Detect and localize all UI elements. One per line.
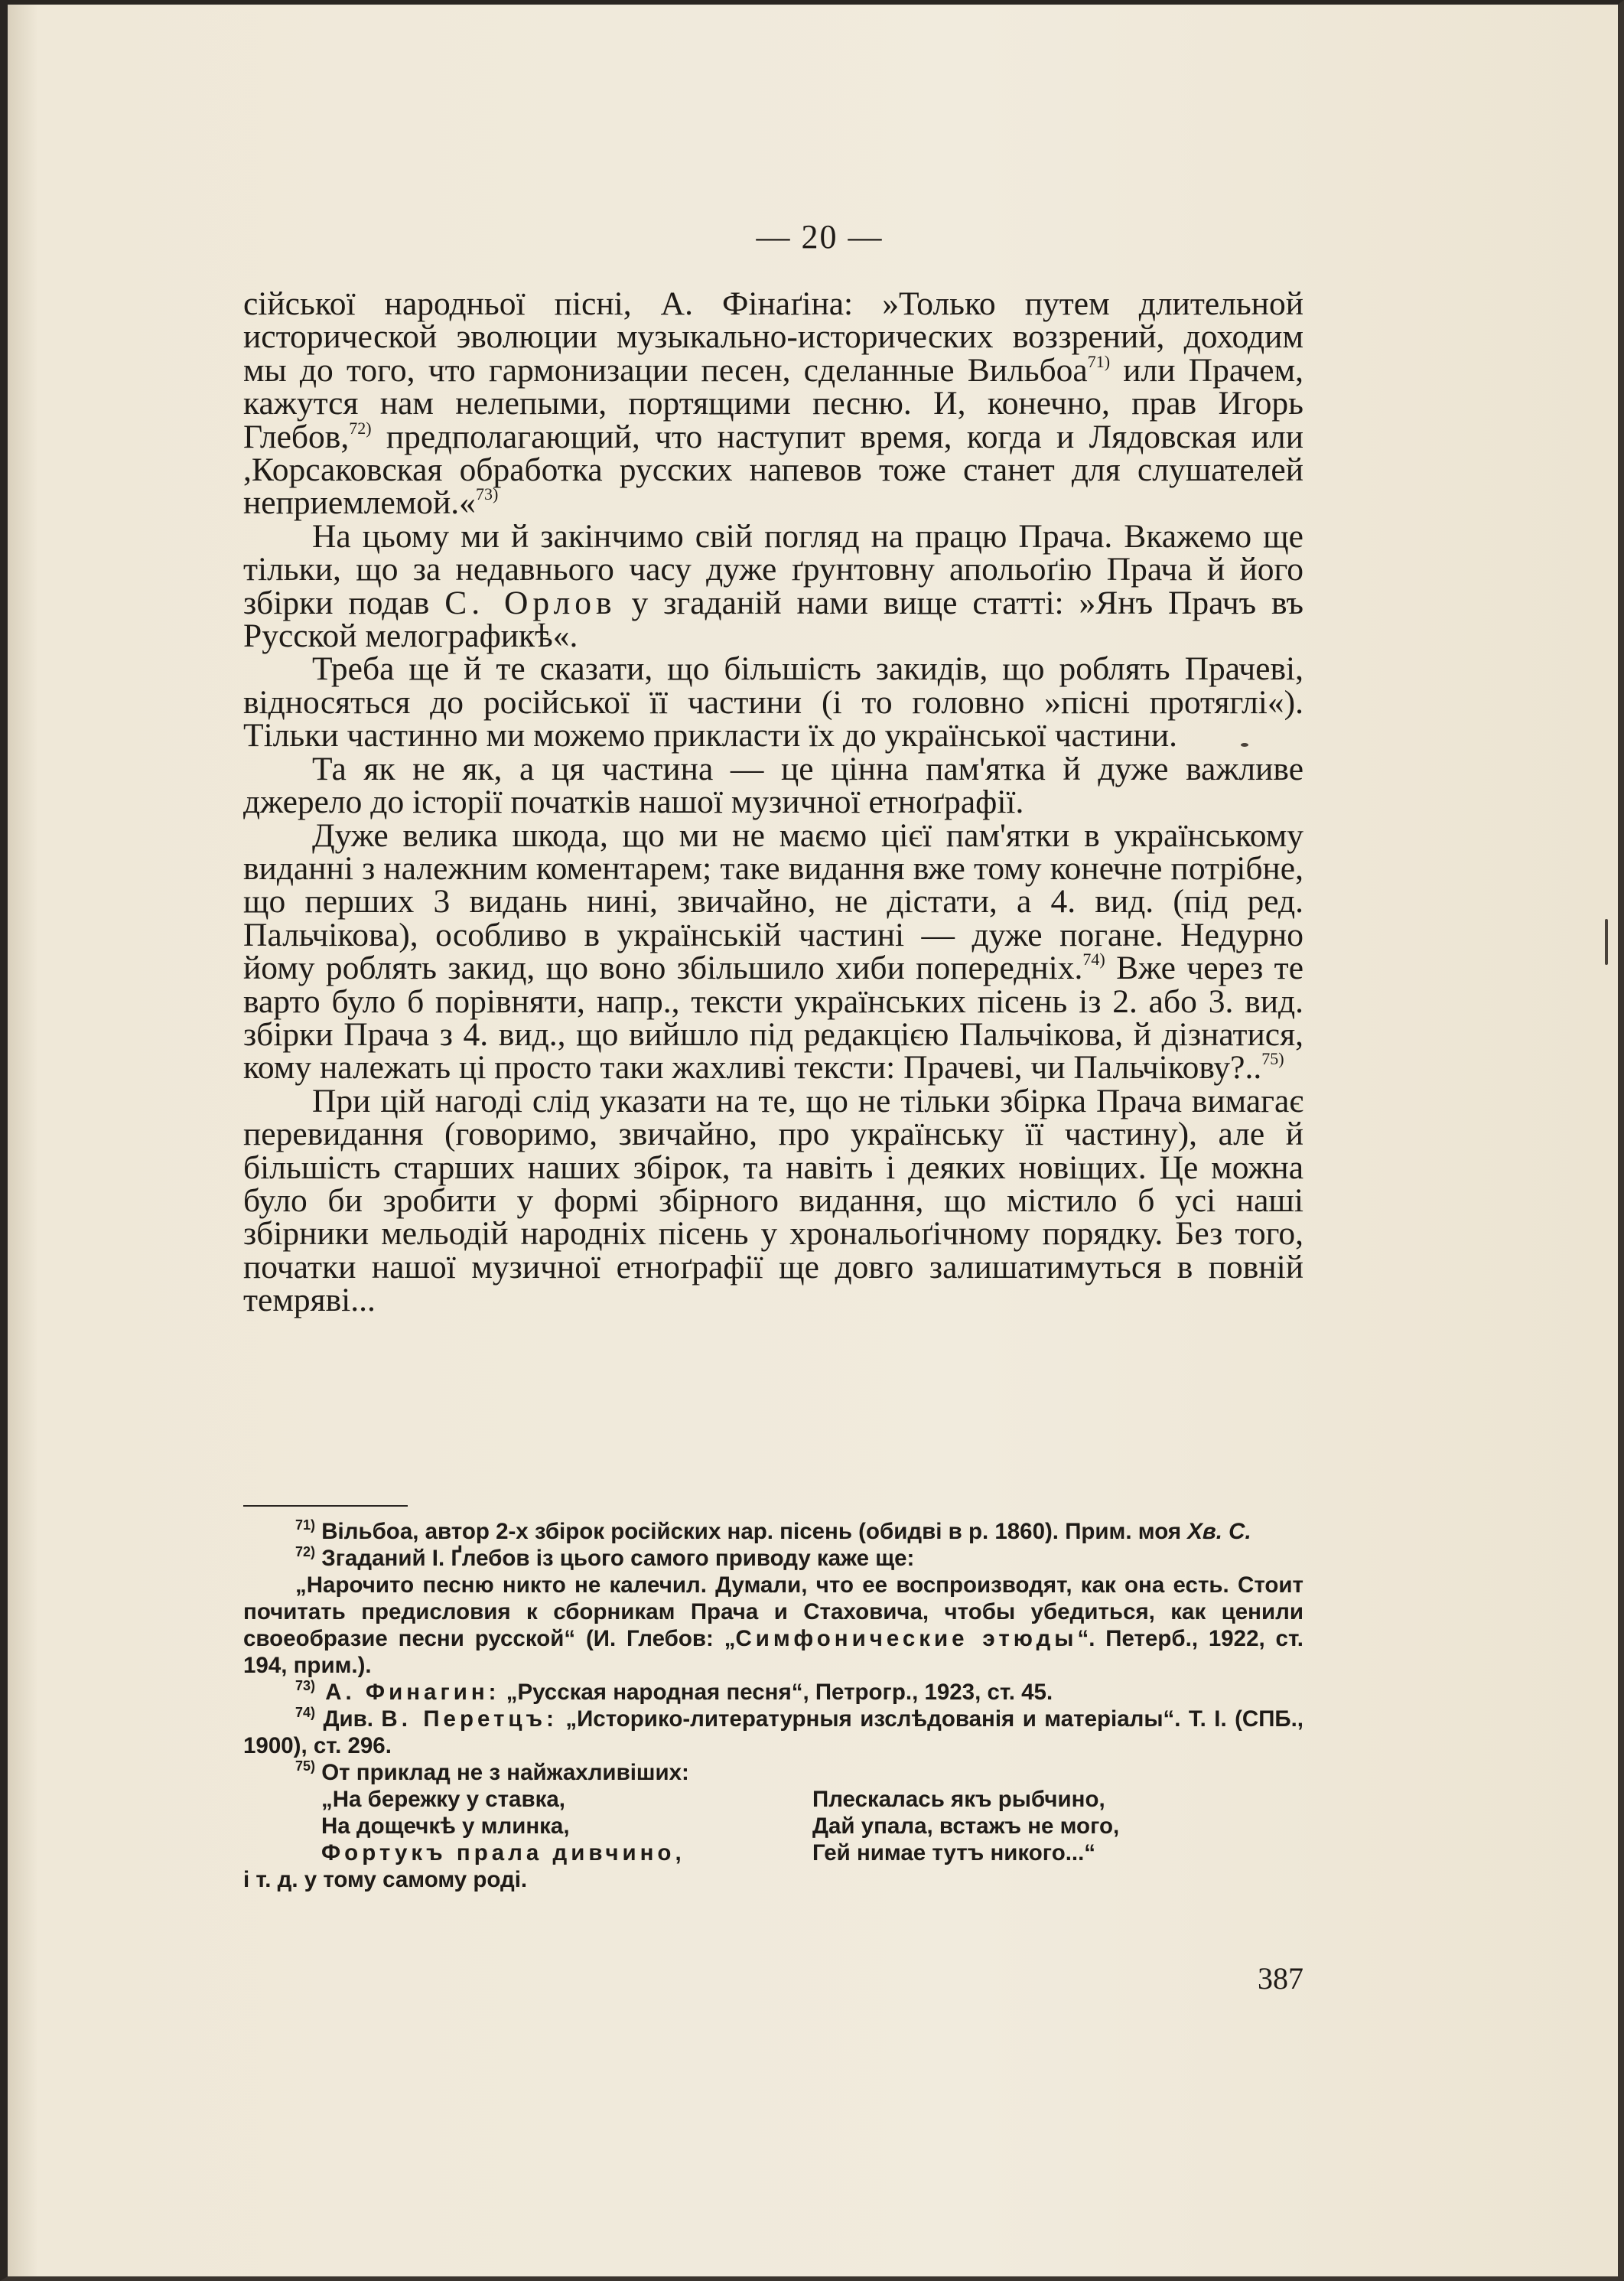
scan-speck xyxy=(1241,743,1248,747)
footnote-74: $^{74)}$ Див. В. Перетцъ: „Историко-литературныя изслѣдованія и матеріалы“. Т. I. (СПБ., 1900), ст. 296. xyxy=(243,1705,1304,1758)
paragraph-1: сійської народньої пісні, А. Фінаґіна: »Только путем длительной исторической эволюции музыкально-исторических воззрений, доходим мы до того, что гармонизации песен, сделанные Вильбоа$^{71)}$ или Прачем, кажутся нам нелепыми, портящими песню. И, конечно, прав Игорь Глебов,$^{72)}$ предполагающий, что наступит время, когда и Лядовская или ,Корсаковская обработка русских напевов тоже станет для слушателей неприемлемой.«$^{73)}$ xyxy=(243,285,1303,522)
footnote-separator xyxy=(243,1505,408,1507)
verse-column-right xyxy=(812,1786,1303,1866)
footnotes xyxy=(243,1518,1303,1893)
footnote-72-quote: „Нарочито песню никто не калечил. Думали, что ее воспроизводят, как она есть. Стоит почитать предисловия к сборникам Прача и Стаховича, чтобы убедиться, как ценили своеобразие песни русской“ (И. Глебов: „Симфонические этюды“. Петерб., 1922, ст. 194, прим.). xyxy=(243,1572,1303,1678)
footnote-75: $^{75)}$ От приклад не з найжахливіших: xyxy=(295,1758,689,1785)
verse-line: Плескалась якъ рыбчино, xyxy=(812,1787,1105,1812)
footnote-75-verse xyxy=(321,1786,1303,1866)
footnote-73: $^{73)}$ А. Финагин: „Русская народная песня“, Петрогр., 1923, ст. 45. xyxy=(295,1678,1053,1705)
footnote-ref-71: 71) xyxy=(1087,351,1111,371)
footnote-ref-74: 74) xyxy=(1082,950,1105,969)
spaced-author-name: С. Орлов xyxy=(444,584,617,621)
verse-line: Гей нимае тутъ никого...“ xyxy=(812,1840,1096,1866)
verse-line: „На бережку у ставка, xyxy=(321,1787,565,1812)
scan-speck xyxy=(1605,919,1608,965)
body-text xyxy=(243,285,1304,1319)
footnote-75-tail: і т. д. у тому самому роді. xyxy=(243,1867,528,1892)
footnote-71: $^{71)}$ Вільбоа, автор 2-х збірок російских нар. пісень (обидві в р. 1860). Прим. моя Хв. С. xyxy=(295,1517,1251,1544)
footnote-ref-75: 75) xyxy=(1261,1049,1284,1069)
header-page-number: — 20 — xyxy=(756,218,884,256)
footnote-ref-72: 72) xyxy=(349,418,372,438)
footer-page-number: 387 xyxy=(1258,1961,1303,1996)
paragraph-2: На цьому ми й закінчимо свій погляд на працю Прача. Вкажемо ще тільки, що за недавнього часу дуже ґрунтовну апольоґію Прача й його збірки подав С. Орлов у згаданій нами вище статті: »Янъ Прачъ въ Русской мелографикѣ«. xyxy=(243,517,1303,655)
footnote-ref-73: 73) xyxy=(475,484,499,504)
verse-line: Фортукъ прала дивчино, xyxy=(321,1840,685,1866)
paragraph-4: Та як не як, а ця частина — це цінна пам'ятка й дуже важливе джерело до історії початків нашої музичної етноґрафії. xyxy=(243,750,1303,821)
verse-column-left xyxy=(321,1786,812,1866)
paragraph-6: При цій нагоді слід указати на те, що не тільки збірка Прача вимагає перевидання (говоримо, звичайно, про українську її частину), але й більшість старших наших збірок, та навіть і деяких новіщих. Це можна було би зробити у формі збірного видання, що містило б усі наші збірники мельодій народніх пісень у хрональоґічному порядку. Без того, початки нашої музичної етноґрафії ще довго залишатимуться в повній темряві... xyxy=(243,1082,1303,1319)
paragraph-3: Треба ще й те сказати, що більшість закидів, що роблять Прачеві, відносяться до російської її частини (і то головно »пісні протяглі«). Тільки частинно ми можемо прикласти їх до української частини. xyxy=(243,650,1303,754)
footnote-72: $^{72)}$ Згаданий І. Ґлебов із цього самого приводу каже ще: xyxy=(295,1544,915,1571)
paragraph-5: Дуже велика шкода, що ми не маємо цієї пам'ятки в українському виданні з належним коментарем; таке видання вже тому конечне потрібне, що перших 3 видань нині, звичайно, не дістати, а 4. вид. (під ред. Пальчікова), особливо в українській частині — дуже погане. Недурно йому роблять закид, що воно збільшило хиби попередніх.$^{74)}$ Вже через те варто було б порівняти, напр., тексти українських пісень із 2. або 3. вид. збірки Прача з 4. вид., що вийшло під редакцією Пальчікова, й дізнатися, кому належать ці просто таки жахливі тексти: Прачеві, чи Пальчікову?..$^{75)}$ xyxy=(243,816,1304,1087)
verse-line: Дай упала, встажъ не мого, xyxy=(812,1813,1120,1839)
verse-line: На дощечкѣ у млинка, xyxy=(321,1813,570,1839)
